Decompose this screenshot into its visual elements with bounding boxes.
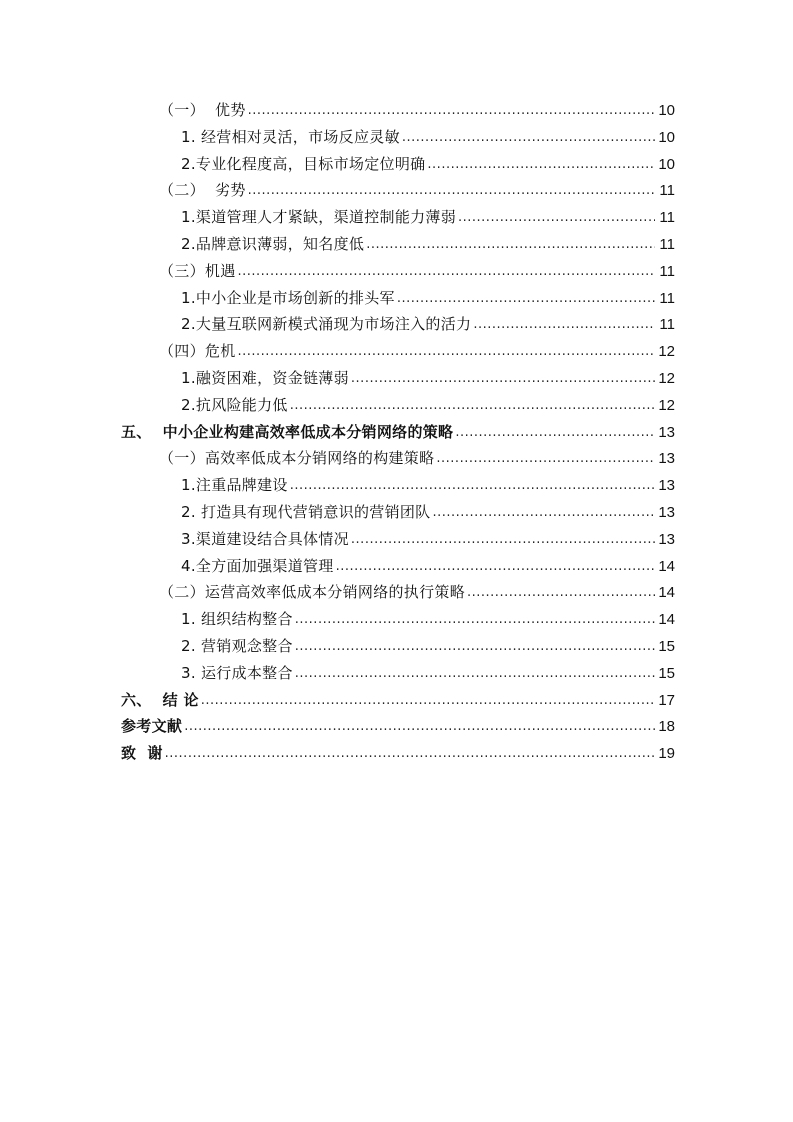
toc-entry[interactable] xyxy=(121,553,675,580)
toc-entry[interactable] xyxy=(121,338,675,365)
toc-entry-title: （三）机遇 xyxy=(159,261,236,280)
toc-entry[interactable] xyxy=(121,526,675,553)
toc-entry-title: 1.融资困难，资金链薄弱 xyxy=(181,368,349,387)
toc-entry-title: （一） 优势 xyxy=(159,101,246,119)
toc-entry[interactable] xyxy=(121,365,675,392)
toc-page-number: 13 xyxy=(658,477,675,495)
toc-dot-leader xyxy=(366,232,655,259)
toc-dot-leader xyxy=(201,688,655,715)
toc-entry[interactable] xyxy=(121,392,675,419)
toc-entry-title: 2. 营销观念整合 xyxy=(181,636,293,655)
toc-page-number: 10 xyxy=(658,128,675,146)
toc-dot-leader xyxy=(473,312,655,339)
toc-entry-title: （一）高效率低成本分销网络的构建策略 xyxy=(159,449,435,468)
toc-entry-title: 2.品牌意识薄弱，知名度低 xyxy=(181,234,365,253)
toc-entry[interactable] xyxy=(121,258,675,285)
toc-dot-leader xyxy=(238,259,655,286)
table-of-contents xyxy=(121,97,675,767)
toc-dot-leader xyxy=(397,286,655,313)
toc-page-number: 10 xyxy=(658,155,675,173)
toc-dot-leader xyxy=(165,741,655,768)
toc-entry-title: 1.中小企业是市场创新的排头军 xyxy=(181,288,395,307)
toc-page-number: 14 xyxy=(658,611,675,629)
toc-entry-title: 1.渠道管理人才紧缺，渠道控制能力薄弱 xyxy=(181,208,457,227)
toc-entry-title: 3. 运行成本整合 xyxy=(181,663,293,682)
toc-page-number: 11 xyxy=(659,182,675,200)
toc-chapter-entry[interactable] xyxy=(121,419,675,446)
toc-entry-title: 1. 经营相对灵活，市场反应灵敏 xyxy=(181,127,400,146)
toc-dot-leader xyxy=(290,393,655,420)
toc-entry-title: 2.专业化程度高，目标市场定位明确 xyxy=(181,154,426,173)
toc-page-number: 12 xyxy=(658,396,675,414)
toc-entry[interactable] xyxy=(121,445,675,472)
toc-page-number: 10 xyxy=(658,102,675,119)
toc-page-number: 18 xyxy=(658,718,675,736)
toc-entry[interactable] xyxy=(121,204,675,231)
toc-dot-leader xyxy=(467,580,655,607)
toc-entry[interactable] xyxy=(121,499,675,526)
toc-page-number: 11 xyxy=(659,209,675,227)
toc-entry[interactable] xyxy=(121,231,675,258)
toc-dot-leader xyxy=(295,634,655,661)
toc-dot-leader xyxy=(295,661,655,688)
toc-dot-leader xyxy=(336,554,655,581)
toc-page-number: 13 xyxy=(658,423,675,441)
toc-dot-leader xyxy=(351,527,655,554)
toc-page-number: 14 xyxy=(658,584,675,602)
toc-entry[interactable] xyxy=(121,124,675,151)
toc-entry-title: （二） 劣势 xyxy=(159,181,246,200)
toc-entry[interactable] xyxy=(121,633,675,660)
toc-entry-title: 致 谢 xyxy=(121,744,163,763)
toc-chapter-entry[interactable] xyxy=(121,687,675,714)
toc-page-number: 15 xyxy=(658,637,675,655)
toc-page-number: 12 xyxy=(658,369,675,387)
toc-page-number: 11 xyxy=(659,262,675,280)
toc-entry[interactable] xyxy=(121,285,675,312)
toc-dot-leader xyxy=(290,473,655,500)
toc-entry-title: 参考文献 xyxy=(121,717,183,736)
toc-dot-leader xyxy=(436,446,655,473)
toc-dot-leader xyxy=(248,98,655,125)
toc-page-number: 13 xyxy=(658,450,675,468)
toc-dot-leader xyxy=(295,607,655,634)
toc-entry[interactable] xyxy=(121,606,675,633)
toc-dot-leader xyxy=(458,205,655,232)
toc-page-number: 11 xyxy=(659,235,675,253)
toc-dot-leader xyxy=(351,366,655,393)
toc-entry[interactable] xyxy=(121,97,675,124)
toc-page-number: 12 xyxy=(658,343,675,361)
toc-entry[interactable] xyxy=(121,472,675,499)
toc-entry-title: 1.注重品牌建设 xyxy=(181,476,288,495)
toc-entry[interactable] xyxy=(121,177,675,204)
toc-chapter-entry[interactable] xyxy=(121,740,675,767)
toc-entry[interactable] xyxy=(121,579,675,606)
toc-page-number: 13 xyxy=(658,503,675,521)
toc-entry[interactable] xyxy=(121,660,675,687)
toc-entry-title: （二）运营高效率低成本分销网络的执行策略 xyxy=(159,583,466,602)
toc-dot-leader xyxy=(432,500,655,527)
toc-dot-leader xyxy=(238,339,655,366)
toc-page-number: 15 xyxy=(658,664,675,682)
toc-page-number: 19 xyxy=(658,745,675,763)
toc-entry[interactable] xyxy=(121,311,675,338)
toc-page-number: 13 xyxy=(658,530,675,548)
toc-entry-title: 2.大量互联网新模式涌现为市场注入的活力 xyxy=(181,315,472,334)
toc-entry-title: 3.渠道建设结合具体情况 xyxy=(181,529,349,548)
toc-entry-title: 2.抗风险能力低 xyxy=(181,395,288,414)
toc-dot-leader xyxy=(248,178,655,205)
toc-entry-title: 1. 组织结构整合 xyxy=(181,610,293,629)
toc-entry-title: 2. 打造具有现代营销意识的营销团队 xyxy=(181,502,431,521)
toc-dot-leader xyxy=(455,420,655,447)
toc-entry-title: 五、 中小企业构建高效率低成本分销网络的策略 xyxy=(121,422,454,441)
toc-page-number: 17 xyxy=(658,691,675,709)
toc-page-number: 14 xyxy=(658,557,675,575)
toc-entry-title: 4.全方面加强渠道管理 xyxy=(181,556,334,575)
toc-page-number: 11 xyxy=(659,289,675,307)
toc-chapter-entry[interactable] xyxy=(121,713,675,740)
toc-entry-title: （四）危机 xyxy=(159,342,236,361)
toc-entry[interactable] xyxy=(121,151,675,178)
toc-dot-leader xyxy=(184,714,655,741)
toc-page-number: 11 xyxy=(659,316,675,334)
toc-entry-title: 六、 结 论 xyxy=(121,690,199,709)
toc-dot-leader xyxy=(402,125,655,152)
toc-dot-leader xyxy=(427,152,655,179)
